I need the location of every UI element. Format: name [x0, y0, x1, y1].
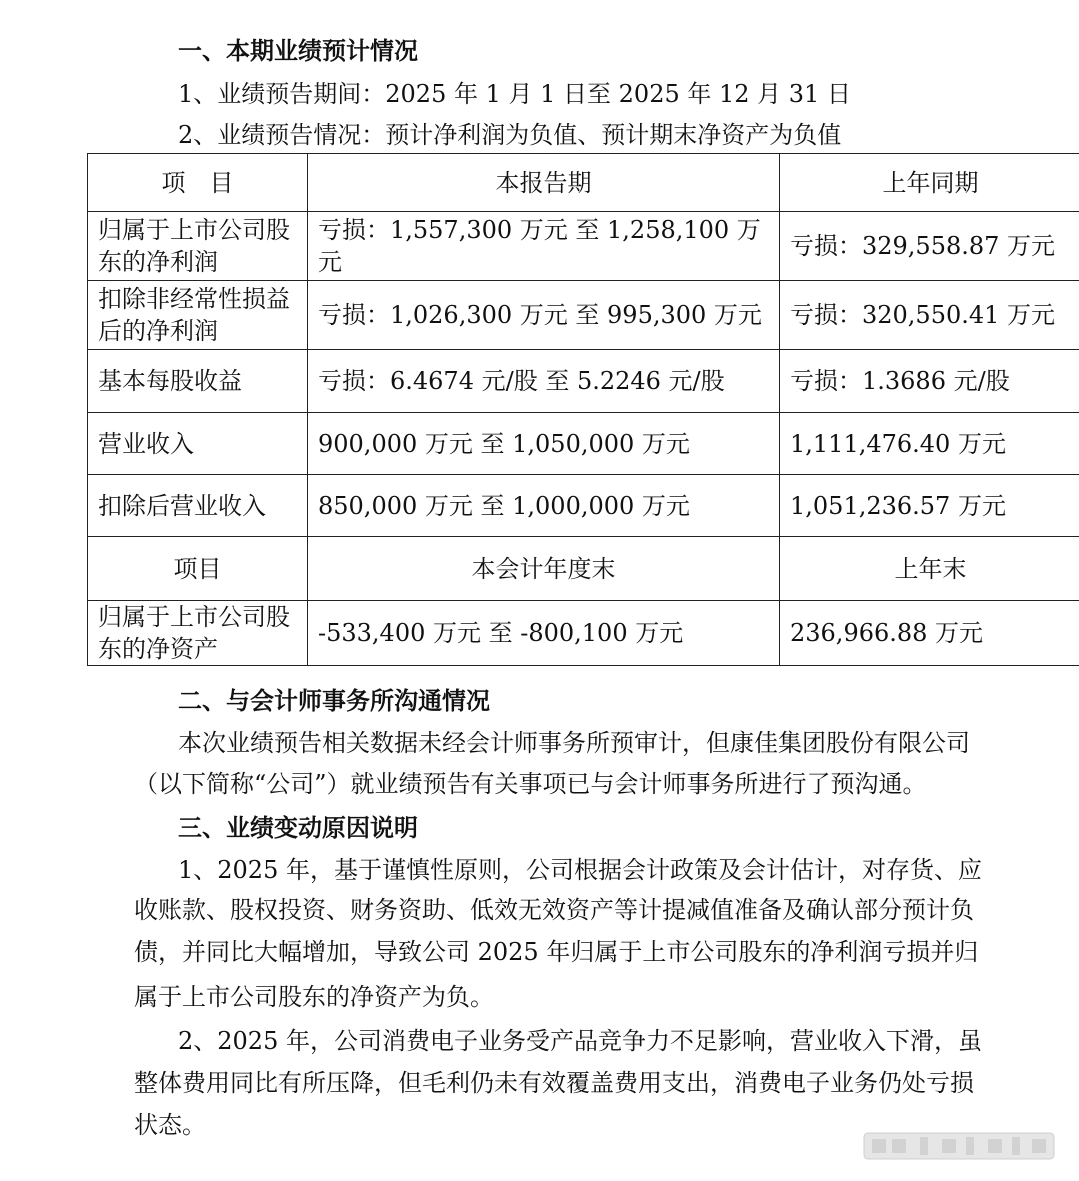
row-current: 亏损：1,026,300 万元 至 995,300 万元: [308, 281, 780, 350]
table-row: [88, 475, 1079, 537]
forecast-situation: 2、业绩预告情况：预计净利润为负值、预计期末净资产为负值: [178, 121, 842, 149]
row-prior: 亏损：320,550.41 万元: [780, 281, 1079, 350]
forecast-table: [87, 153, 1079, 666]
row-prior: 亏损：329,558.87 万元: [780, 212, 1079, 281]
row-prior: 亏损：1.3686 元/股: [780, 350, 1079, 413]
row-prior: 1,051,236.57 万元: [780, 475, 1079, 537]
table-row: [88, 413, 1079, 475]
table-row: [88, 281, 1079, 350]
header-current-period: 本报告期: [308, 154, 780, 212]
row-item: 归属于上市公司股东的净资产: [88, 601, 308, 666]
section3-paragraph-line: 债，并同比大幅增加，导致公司 2025 年归属于上市公司股东的净利润亏损并归: [134, 938, 979, 966]
section2-paragraph-line: 本次业绩预告相关数据未经会计师事务所预审计，但康佳集团股份有限公司: [178, 729, 970, 757]
section3-paragraph-line: 属于上市公司股东的净资产为负。: [134, 983, 494, 1011]
table-row: [88, 350, 1079, 413]
subheader-item: 项目: [88, 537, 308, 601]
table-header-row: [88, 154, 1079, 212]
forecast-period: 1、业绩预告期间：2025 年 1 月 1 日至 2025 年 12 月 31 日: [178, 80, 851, 108]
row-current: 900,000 万元 至 1,050,000 万元: [308, 413, 780, 475]
table-row: [88, 601, 1079, 666]
section3-paragraph-line: 2、2025 年，公司消费电子业务受产品竞争力不足影响，营业收入下滑，虽: [178, 1027, 982, 1055]
section1-title: 一、本期业绩预计情况: [178, 37, 418, 65]
section2-title: 二、与会计师事务所沟通情况: [178, 687, 490, 715]
section3-title: 三、业绩变动原因说明: [178, 814, 418, 842]
row-item: 基本每股收益: [88, 350, 308, 413]
row-prior: 1,111,476.40 万元: [780, 413, 1079, 475]
row-item: 营业收入: [88, 413, 308, 475]
watermark-logo: [862, 1127, 1060, 1167]
row-item: 扣除后营业收入: [88, 475, 308, 537]
row-prior: 236,966.88 万元: [780, 601, 1079, 666]
row-current: 亏损：1,557,300 万元 至 1,258,100 万元: [308, 212, 780, 281]
subheader-year-end: 本会计年度末: [308, 537, 780, 601]
header-item: 项 目: [88, 154, 308, 212]
subheader-prior-year-end: 上年末: [780, 537, 1079, 601]
section3-paragraph-line: 1、2025 年，基于谨慎性原则，公司根据会计政策及会计估计，对存货、应: [178, 856, 982, 884]
row-current: 850,000 万元 至 1,000,000 万元: [308, 475, 780, 537]
table-row: [88, 212, 1079, 281]
section2-paragraph-line: （以下简称“公司”）就业绩预告有关事项已与会计师事务所进行了预沟通。: [134, 770, 927, 798]
table-subheader-row: [88, 537, 1079, 601]
row-current: 亏损：6.4674 元/股 至 5.2246 元/股: [308, 350, 780, 413]
row-current: -533,400 万元 至 -800,100 万元: [308, 601, 780, 666]
section3-paragraph-line: 整体费用同比有所压降，但毛利仍未有效覆盖费用支出，消费电子业务仍处亏损: [134, 1069, 974, 1097]
row-item: 扣除非经常性损益后的净利润: [88, 281, 308, 350]
section3-paragraph-line: 收账款、股权投资、财务资助、低效无效资产等计提减值准备及确认部分预计负: [134, 896, 974, 924]
section3-paragraph-line: 状态。: [134, 1111, 206, 1139]
header-prior-period: 上年同期: [780, 154, 1079, 212]
row-item: 归属于上市公司股东的净利润: [88, 212, 308, 281]
